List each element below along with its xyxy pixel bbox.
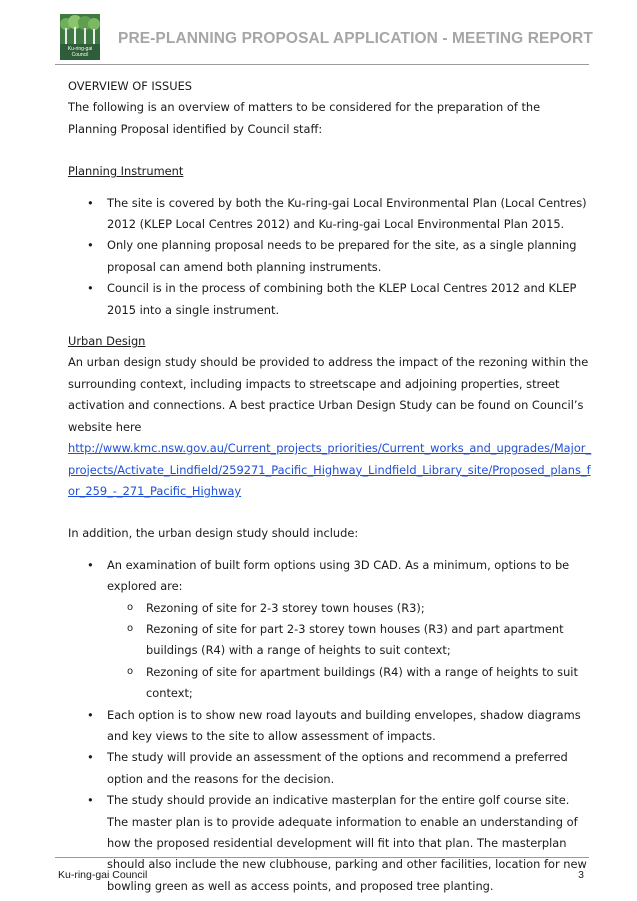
page-number: 3 (578, 869, 584, 881)
list-item: • The site is covered by both the Ku-ring-gai Local Environmental Plan (Local Centres) 2012 (KLEP Local Centres 2012) and Ku-ring-gai Local Environmental Plan 2015. (68, 193, 592, 236)
urban-design-addition: In addition, the urban design study should include: (68, 526, 359, 541)
header-divider (55, 64, 589, 65)
footer-divider (55, 857, 589, 858)
urban-design-study-link[interactable]: http://www.kmc.nsw.gov.au/Current_projects_priorities/Current_works_and_upgrades/Major_projects/Activate_Lindfield/259271_Pacific_Highway_Lindfield_Library_site/Proposed_plans_for_259_-_271_Pacific_Highway (68, 441, 592, 498)
overview-heading: OVERVIEW OF ISSUES (68, 79, 193, 93)
footer-council-name: Ku-ring-gai Council (58, 869, 148, 881)
list-item: • Council is in the process of combining both the KLEP Local Centres 2012 and KLEP 2015 into a single instrument. (68, 278, 592, 321)
planning-instrument-list (68, 193, 592, 321)
trees-icon (60, 14, 100, 44)
urban-design-list (68, 555, 592, 898)
options-sublist (107, 598, 592, 705)
list-item: • An examination of built form options using 3D CAD. As a minimum, options to be explored are: o Rezoning of site for 2-3 storey town houses (R3); o Rezoning of site for part 2-3 storey town houses (R3) and part apartment buildings (R4) with a range of heights to suit context; o Rezoning of site for apartment buildings (R4) with a range of heights to suit context; (68, 555, 592, 705)
sub-list-item: o Rezoning of site for part 2-3 storey town houses (R3) and part apartment buildings (R4) with a range of heights to suit context; (107, 619, 592, 662)
sub-list-item: o Rezoning of site for 2-3 storey town houses (R3); (107, 598, 592, 619)
document-body (68, 76, 592, 897)
list-item: • Only one planning proposal needs to be prepared for the site, as a single planning proposal can amend both planning instruments. (68, 235, 592, 278)
list-item: • Each option is to show new road layouts and building envelopes, shadow diagrams and key views to the site to allow assessment of impacts. (68, 705, 592, 748)
report-title: PRE-PLANNING PROPOSAL APPLICATION - MEETING REPORT (118, 30, 593, 47)
sub-list-item: o Rezoning of site for apartment buildings (R4) with a range of heights to suit context; (107, 662, 592, 705)
council-logo (60, 14, 100, 60)
planning-instrument-heading: Planning Instrument (68, 164, 184, 179)
urban-design-intro: An urban design study should be provided to address the impact of the rezoning within the surrounding context, including impacts to streetscape and adjoining properties, street activation and connections. A best practice Urban Design Study can be found on Council’s website here (68, 355, 589, 434)
overview-intro: The following is an overview of matters to be considered for the preparation of the Planning Proposal identified by Council staff: (68, 100, 541, 136)
list-item: • The study should provide an indicative masterplan for the entire golf course site. The master plan is to provide adequate information to enable an understanding of how the proposed residential development will fit into that plan. The masterplan should also include the new clubhouse, parking and other facilities, location for new bowling green as well as access points, and proposed tree planting. (68, 790, 592, 897)
logo-text: Ku-ring-gai Council (67, 46, 93, 58)
list-item: • The study will provide an assessment of the options and recommend a preferred option and the reasons for the decision. (68, 747, 592, 790)
urban-design-heading: Urban Design (68, 334, 146, 349)
